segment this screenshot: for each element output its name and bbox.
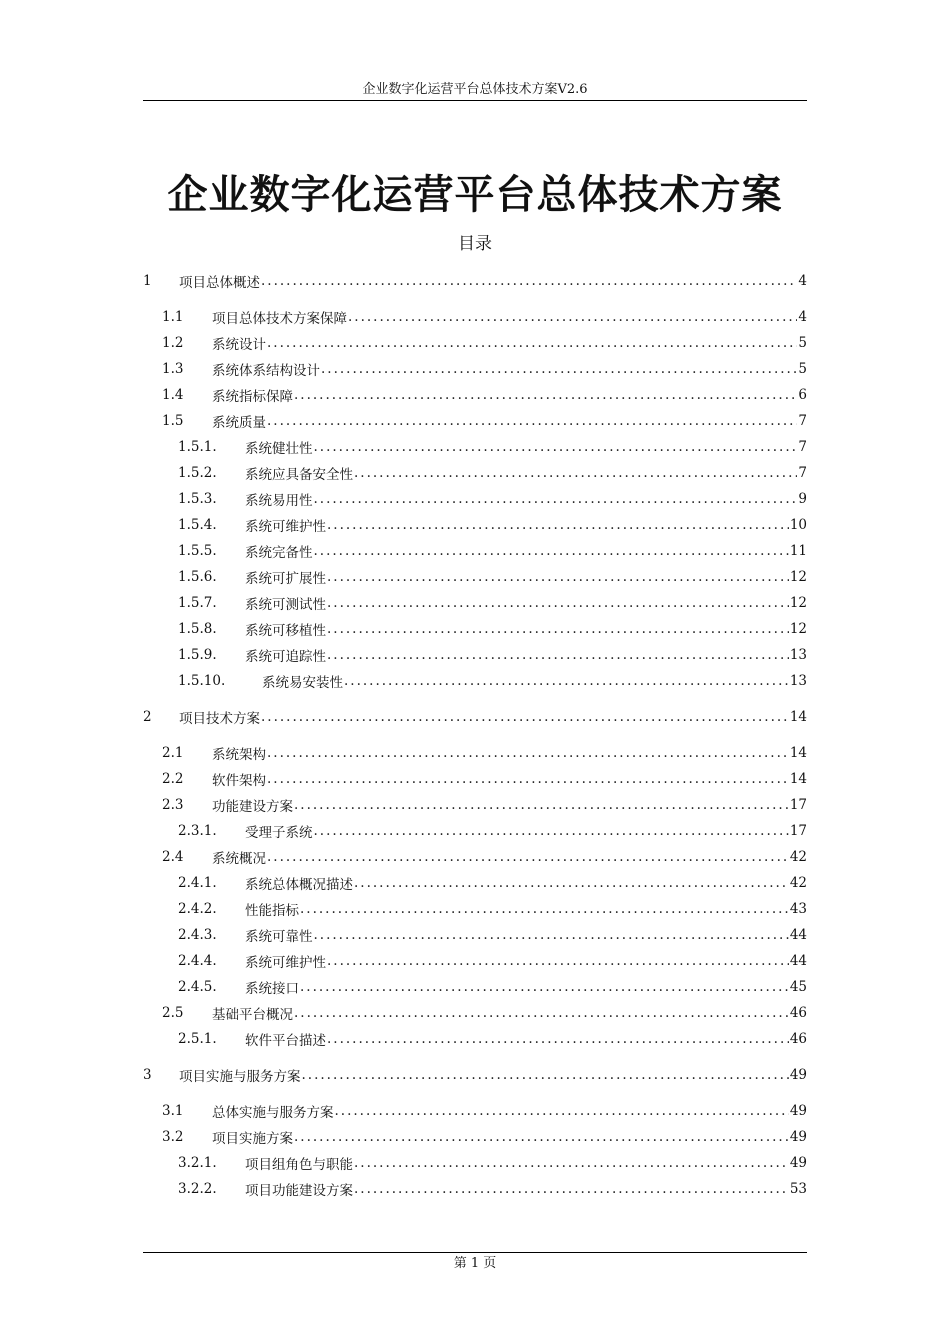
toc-entry-title: 软件平台描述 <box>245 1033 326 1049</box>
toc-entry[interactable] <box>143 1000 807 1026</box>
toc-entry-title: 系统可维护性 <box>245 955 326 971</box>
toc-entry-title: 系统健壮性 <box>245 441 313 457</box>
toc-dot-leader <box>267 745 789 761</box>
toc-dot-leader <box>348 309 797 325</box>
toc-entry-number: 1 <box>143 273 152 289</box>
toc-entry-number: 1.5.4. <box>178 517 217 533</box>
toc-entry-number: 2.4.1. <box>178 875 217 891</box>
toc-entry-page: 17 <box>789 823 807 839</box>
toc-entry-page: 5 <box>798 335 807 351</box>
toc-dot-leader <box>354 875 789 891</box>
toc-entry-page: 4 <box>798 273 807 289</box>
toc-dot-leader <box>327 647 789 663</box>
toc-entry-number: 2.4.5. <box>178 979 217 995</box>
toc-dot-leader <box>327 569 789 585</box>
toc-entry[interactable] <box>143 590 807 616</box>
toc-entry-title: 性能指标 <box>245 903 299 919</box>
toc-entry-number: 2.4.2. <box>178 901 217 917</box>
toc-entry-number: 1.5.7. <box>178 595 217 611</box>
toc-entry[interactable] <box>143 616 807 642</box>
toc-entry-page: 7 <box>798 465 807 481</box>
toc-dot-leader <box>327 621 789 637</box>
toc-entry-page: 42 <box>789 875 807 891</box>
toc-entry-page: 53 <box>789 1181 807 1197</box>
toc-entry-page: 14 <box>789 709 807 725</box>
toc-dot-leader <box>327 595 789 611</box>
toc-dot-leader <box>354 1155 789 1171</box>
toc-entry-number: 2.2 <box>162 771 184 787</box>
toc-entry-title: 系统应具备安全性 <box>245 467 353 483</box>
toc-entry-number: 1.5 <box>162 413 184 429</box>
toc-entry[interactable] <box>143 844 807 870</box>
toc-entry-title: 总体实施与服务方案 <box>212 1105 334 1121</box>
footer-rule <box>143 1252 807 1253</box>
toc-entry-page: 42 <box>789 849 807 865</box>
toc-entry-number: 2.5 <box>162 1005 184 1021</box>
toc-entry-page: 13 <box>789 647 807 663</box>
toc-entry-title: 系统可追踪性 <box>245 649 326 665</box>
toc-entry-number: 3 <box>143 1067 152 1083</box>
toc-entry[interactable] <box>143 356 807 382</box>
toc-entry-number: 2 <box>143 709 152 725</box>
toc-entry-number: 2.4.4. <box>178 953 217 969</box>
toc-dot-leader <box>294 1129 789 1145</box>
toc-entry-title: 系统接口 <box>245 981 299 997</box>
toc-entry-number: 3.2.1. <box>178 1155 217 1171</box>
toc-entry-page: 4 <box>798 309 807 325</box>
toc-entry-number: 3.2.2. <box>178 1181 217 1197</box>
toc-dot-leader <box>327 517 789 533</box>
toc-heading: 目录 <box>458 234 492 254</box>
toc-entry-page: 49 <box>789 1155 807 1171</box>
toc-entry-number: 1.2 <box>162 335 184 351</box>
toc-entry[interactable] <box>143 668 807 694</box>
header-rule <box>143 100 807 101</box>
toc-entry-number: 2.5.1. <box>178 1031 217 1047</box>
toc-entry[interactable] <box>143 1098 807 1124</box>
toc-entry-title: 项目实施与服务方案 <box>179 1069 301 1085</box>
toc-entry-page: 14 <box>789 745 807 761</box>
toc-entry-page: 11 <box>789 543 807 559</box>
toc-dot-leader <box>321 361 797 377</box>
toc-entry[interactable] <box>143 974 807 1000</box>
toc-entry-title: 系统可扩展性 <box>245 571 326 587</box>
toc-entry-number: 2.1 <box>162 745 184 761</box>
toc-entry-number: 2.4.3. <box>178 927 217 943</box>
toc-entry-page: 14 <box>789 771 807 787</box>
toc-dot-leader <box>314 927 789 943</box>
toc-entry-page: 9 <box>798 491 807 507</box>
toc-entry-page: 46 <box>789 1005 807 1021</box>
toc-dot-leader <box>294 1005 789 1021</box>
toc-entry-title: 系统质量 <box>212 415 266 431</box>
toc-entry-title: 系统易用性 <box>245 493 313 509</box>
toc-entry-page: 17 <box>789 797 807 813</box>
toc-entry-page: 49 <box>789 1129 807 1145</box>
toc-entry[interactable] <box>143 408 807 434</box>
toc-dot-leader <box>327 953 789 969</box>
toc-entry-page: 7 <box>798 439 807 455</box>
page-footer: 第 1 页 <box>453 1256 497 1271</box>
toc-dot-leader <box>314 823 789 839</box>
toc-entry[interactable] <box>143 1124 807 1150</box>
toc-dot-leader <box>267 849 789 865</box>
toc-entry-title: 系统可靠性 <box>245 929 313 945</box>
toc-dot-leader <box>344 673 789 689</box>
toc-entry-number: 1.5.1. <box>178 439 217 455</box>
toc-entry-number: 1.5.9. <box>178 647 217 663</box>
toc-entry-page: 13 <box>789 673 807 689</box>
toc-entry-number: 2.3 <box>162 797 184 813</box>
toc-entry[interactable] <box>143 512 807 538</box>
toc-dot-leader <box>354 465 797 481</box>
toc-dot-leader <box>294 797 789 813</box>
toc-entry-title: 功能建设方案 <box>212 799 293 815</box>
toc-entry-title: 系统概况 <box>212 851 266 867</box>
toc-entry-page: 49 <box>789 1103 807 1119</box>
toc-entry-page: 46 <box>789 1031 807 1047</box>
toc-entry[interactable] <box>143 538 807 564</box>
toc-dot-leader <box>314 543 789 559</box>
toc-dot-leader <box>327 1031 789 1047</box>
toc-entry[interactable] <box>143 818 807 844</box>
toc-entry[interactable] <box>143 766 807 792</box>
toc-entry-page: 12 <box>789 569 807 585</box>
toc-entry-number: 2.3.1. <box>178 823 217 839</box>
toc-entry[interactable] <box>143 792 807 818</box>
toc-entry-number: 1.5.6. <box>178 569 217 585</box>
toc-entry-page: 43 <box>789 901 807 917</box>
toc-entry[interactable] <box>143 740 807 766</box>
toc-entry[interactable] <box>143 1150 807 1176</box>
toc-dot-leader <box>302 1067 789 1083</box>
toc-entry-page: 7 <box>798 413 807 429</box>
toc-dot-leader <box>267 335 797 351</box>
toc-entry[interactable] <box>143 1026 807 1052</box>
toc-entry-page: 12 <box>789 595 807 611</box>
toc-entry[interactable] <box>143 460 807 486</box>
toc-entry-title: 项目总体概述 <box>179 275 260 291</box>
toc-entry-title: 系统可测试性 <box>245 597 326 613</box>
toc-dot-leader <box>294 387 797 403</box>
toc-entry-page: 44 <box>789 953 807 969</box>
toc-entry-title: 系统体系结构设计 <box>212 363 320 379</box>
toc-entry[interactable] <box>143 922 807 948</box>
toc-entry-page: 49 <box>789 1067 807 1083</box>
toc-dot-leader <box>267 771 789 787</box>
toc-dot-leader <box>300 979 789 995</box>
toc-entry-number: 3.1 <box>162 1103 184 1119</box>
toc-entry-page: 45 <box>789 979 807 995</box>
toc-entry[interactable] <box>143 486 807 512</box>
toc-entry[interactable] <box>143 330 807 356</box>
toc-entry-number: 1.5.2. <box>178 465 217 481</box>
table-of-contents <box>143 268 807 1202</box>
toc-dot-leader <box>314 491 798 507</box>
toc-entry-title: 软件架构 <box>212 773 266 789</box>
toc-entry-title: 系统指标保障 <box>212 389 293 405</box>
toc-entry-number: 3.2 <box>162 1129 184 1145</box>
toc-entry-title: 系统易安装性 <box>262 675 343 691</box>
toc-entry-title: 系统可维护性 <box>245 519 326 535</box>
toc-entry-title: 基础平台概况 <box>212 1007 293 1023</box>
toc-entry-number: 2.4 <box>162 849 184 865</box>
toc-entry-page: 12 <box>789 621 807 637</box>
toc-entry-title: 项目功能建设方案 <box>245 1183 353 1199</box>
toc-entry-number: 1.5.5. <box>178 543 217 559</box>
page-header: 企业数字化运营平台总体技术方案V2.6 <box>362 82 588 97</box>
toc-entry-title: 系统架构 <box>212 747 266 763</box>
toc-entry-title: 项目总体技术方案保障 <box>212 311 347 327</box>
toc-entry[interactable] <box>143 948 807 974</box>
toc-dot-leader <box>261 709 789 725</box>
toc-entry-title: 系统总体概况描述 <box>245 877 353 893</box>
toc-entry-number: 1.4 <box>162 387 184 403</box>
toc-dot-leader <box>267 413 797 429</box>
toc-entry-title: 系统可移植性 <box>245 623 326 639</box>
toc-entry[interactable] <box>143 896 807 922</box>
document-title: 企业数字化运营平台总体技术方案 <box>167 172 783 218</box>
toc-entry-title: 项目组角色与职能 <box>245 1157 353 1173</box>
toc-entry-page: 5 <box>798 361 807 377</box>
toc-dot-leader <box>335 1103 789 1119</box>
toc-entry-number: 1.5.8. <box>178 621 217 637</box>
toc-entry[interactable] <box>143 1176 807 1202</box>
toc-entry[interactable] <box>143 268 807 294</box>
toc-entry[interactable] <box>143 304 807 330</box>
toc-entry-page: 44 <box>789 927 807 943</box>
toc-entry[interactable] <box>143 564 807 590</box>
toc-entry-title: 系统完备性 <box>245 545 313 561</box>
toc-entry-title: 受理子系统 <box>245 825 313 841</box>
toc-entry-page: 6 <box>798 387 807 403</box>
toc-dot-leader <box>314 439 798 455</box>
toc-entry-number: 1.1 <box>162 309 184 325</box>
toc-entry-title: 系统设计 <box>212 337 266 353</box>
toc-entry-number: 1.5.10. <box>178 673 226 689</box>
toc-entry-number: 1.3 <box>162 361 184 377</box>
toc-dot-leader <box>261 273 797 289</box>
toc-entry-number: 1.5.3. <box>178 491 217 507</box>
toc-entry[interactable] <box>143 870 807 896</box>
toc-dot-leader <box>354 1181 789 1197</box>
toc-entry[interactable] <box>143 642 807 668</box>
toc-entry[interactable] <box>143 382 807 408</box>
toc-entry[interactable] <box>143 1062 807 1088</box>
toc-entry[interactable] <box>143 704 807 730</box>
toc-entry[interactable] <box>143 434 807 460</box>
toc-dot-leader <box>300 901 789 917</box>
toc-entry-page: 10 <box>789 517 807 533</box>
toc-entry-title: 项目技术方案 <box>179 711 260 727</box>
toc-entry-title: 项目实施方案 <box>212 1131 293 1147</box>
